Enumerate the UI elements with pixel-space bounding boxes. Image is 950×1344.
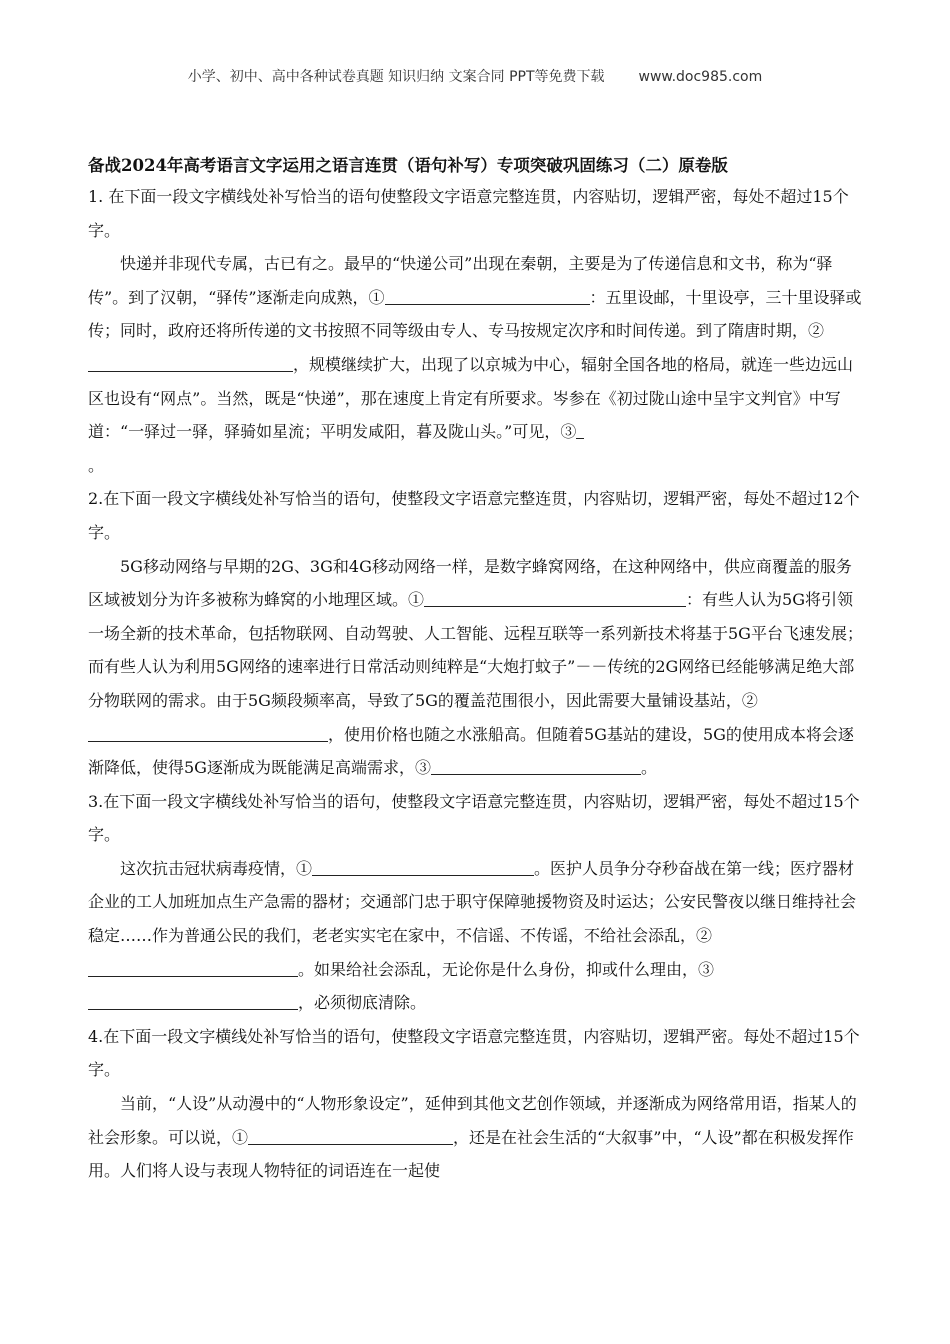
passage-text: ，规模继续扩大，出现了以京城为中心，辐射全国各地的格局，就连一些边远山区也设有“网点”。当然，既是“快递”，那在速度上肯定有所要求。岑参在《初过陇山途中呈宇文判官》中写道：“一驿过一驿，驿骑如星流；平明发咸阳，暮及陇山头。”可见，③ [88, 354, 854, 442]
passage-text: ，必须彻底清除。 [298, 993, 427, 1013]
passage-text: ，还是在社会生活的“大叙事”中，“人设”都在积极发挥作用。人们将人设与表现人物特征的词语连在一起使 [88, 1127, 854, 1181]
answer-blank-4-1[interactable] [248, 1122, 453, 1145]
passage-text: 5G移动网络与早期的2G、3G和4G移动网络一样，是数字蜂窝网络，在这种网络中，供应商覆盖的服务区域被划分为许多被称为蜂窝的小地理区域。① [88, 556, 852, 610]
answer-blank-3-2[interactable] [88, 954, 298, 977]
passage-text: ，使用价格也随之水涨船高。但随着5G基站的建设，5G的使用成本将会逐渐降低，使得5G逐渐成为既能满足高端需求，③ [88, 724, 854, 778]
page-header [0, 66, 950, 86]
header-site-link[interactable]: www.doc985.com [638, 69, 763, 85]
question-2-passage [88, 550, 864, 785]
header-text: 小学、初中、高中各种试卷真题 知识归纳 文案合同 PPT等免费下载 [187, 69, 605, 85]
answer-blank-1-3[interactable] [576, 416, 584, 439]
question-3-instruction: 3.在下面一段文字横线处补写恰当的语句，使整段文字语意完整连贯，内容贴切，逻辑严密，每处不超过15个字。 [88, 791, 860, 845]
question-4-passage [88, 1087, 864, 1188]
question-2-instruction: 2.在下面一段文字横线处补写恰当的语句，使整段文字语意完整连贯，内容贴切，逻辑严密，每处不超过12个字。 [88, 489, 860, 542]
passage-text: ：五里设邮，十里设亭，三十里设驿或传；同时，政府还将所传递的文书按照不同等级由专人、专马按规定次序和时间传递。到了隋唐时期，② [88, 287, 862, 341]
passage-text: 这次抗击冠状病毒疫情，① [120, 858, 313, 878]
question-1-passage [88, 247, 864, 482]
passage-text: 。医护人员争分夺秒奋战在第一线；医疗器材企业的工人加班加点生产急需的器材；交通部门忠于职守保障驰援物资及时运达；公安民警夜以继日维持社会稳定……作为普通公民的我们，老老实实宅在家中，不信谣、不传谣，不给社会添乱，② [88, 858, 857, 946]
answer-blank-3-1[interactable] [312, 853, 534, 876]
passage-text: 。 [640, 758, 657, 778]
answer-blank-2-1[interactable] [424, 584, 662, 607]
answer-blank-2-1-cont[interactable] [662, 584, 686, 607]
document-body [88, 152, 864, 1188]
answer-blank-3-3[interactable] [88, 987, 298, 1010]
passage-text: ：有些人认为5G将引领一场全新的技术革命，包括物联网、自动驾驶、人工智能、远程互联等一系列新技术将基于5G平台飞速发展；而有些人认为利用5G网络的速率进行日常活动则纯粹是“大炮打蚊子”－－传统的2G网络已经能够满足绝大部分物联网的需求。由于5G频段频率高，导致了5G的覆盖范围很小，因此需要大量铺设基站，② [88, 590, 863, 710]
question-4-instruction: 4.在下面一段文字横线处补写恰当的语句，使整段文字语意完整连贯，内容贴切，逻辑严密。每处不超过15个字。 [88, 1026, 860, 1080]
question-1-instruction: 1. 在下面一段文字横线处补写恰当的语句使整段文字语意完整连贯，内容贴切，逻辑严密，每处不超过15个字。 [88, 187, 849, 240]
passage-text: 。如果给社会添乱，无论你是什么身份，抑或什么理由，③ [298, 959, 715, 979]
answer-blank-2-3[interactable] [431, 752, 641, 775]
answer-blank-2-2-cont[interactable] [280, 719, 328, 742]
answer-blank-1-2[interactable] [88, 349, 293, 372]
passage-text: 当前，“人设”从动漫中的“人物形象设定”，延伸到其他文艺创作领域，并逐渐成为网络常用语，指某人的社会形象。可以说，① [88, 1094, 857, 1147]
answer-blank-1-1[interactable] [385, 282, 590, 305]
passage-text: 。 [88, 455, 105, 475]
document-title: 备战2024年高考语言文字运用之语言连贯（语句补写）专项突破巩固练习（二）原卷版 [88, 156, 728, 175]
question-3-passage [88, 852, 864, 1020]
passage-text: 快递并非现代专属，古已有之。最早的“快递公司”出现在秦朝，主要是为了传递信息和文书，称为“驿传”。到了汉朝，“驿传”逐渐走向成熟，① [88, 254, 833, 307]
answer-blank-2-2[interactable] [88, 719, 280, 742]
